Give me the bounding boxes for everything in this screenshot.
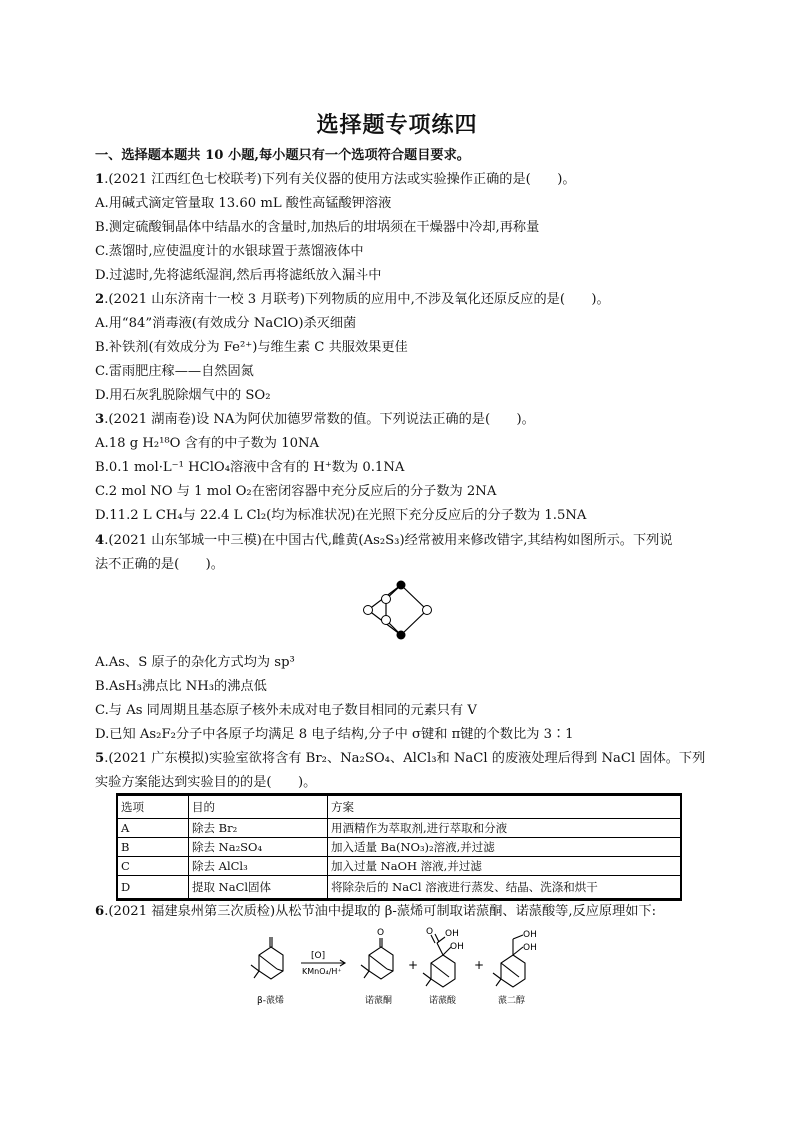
table-header-cell: 选项 [117,795,189,819]
question-2-option-b: B.补铁剂(有效成分为 Fe²⁺)与维生素 C 共服效果更佳 [95,340,408,355]
reagent-bottom: KMnO₄/H⁺ [302,967,342,976]
question-6-stem: 6.(2021 福建泉州第三次质检)从松节油中提取的 β-蒎烯可制取诺蒎酮、诺蒎酸等,反应原理如下: [95,904,657,919]
table-cell: 除去 AlCl₃ [189,857,328,876]
atom-oh-label: OH [523,930,537,940]
table-cell: 除去 Na₂SO₄ [189,838,328,857]
question-2-option-a: A.用“84”消毒液(有效成分 NaClO)杀灭细菌 [95,316,357,331]
question-4-stem-cont: 法不正确的是( )。 [95,557,224,572]
question-2-stem: 2.(2021 山东济南十一校 3 月联考)下列物质的应用中,不涉及氧化还原反应的是( )。 [95,292,610,307]
pinene-reaction-scheme [245,925,555,1010]
table-cell: A [117,819,189,838]
question-3-option-a: A.18 g H₂¹⁸O 含有的中子数为 10NA [95,436,320,451]
question-4-option-c: C.与 As 同周期且基态原子核外未成对电子数目相同的元素只有 V [95,703,477,718]
table-header-cell: 目的 [189,795,328,819]
table-row [117,857,681,876]
question-1-option-d: D.过滤时,先将滤纸湿润,然后再将滤纸放入漏斗中 [95,268,382,283]
table-cell: 用酒精作为萃取剂,进行萃取和分液 [328,819,682,838]
compound-label: β-蒎烯 [257,996,284,1006]
table-cell: C [117,857,189,876]
question-1-option-b: B.测定硫酸铜晶体中结晶水的含量时,加热后的坩埚须在干燥器中冷却,再称量 [95,220,540,235]
plus-sign: + [408,958,419,972]
table-cell: 将除杂后的 NaCl 溶液进行蒸发、结晶、洗涤和烘干 [328,876,682,900]
table-cell: D [117,876,189,900]
atom-oh-label: OH [523,943,537,953]
question-1-option-c: C.蒸馏时,应使温度计的水银球置于蒸馏液体中 [95,244,364,259]
realgar-structure-diagram [355,575,445,645]
atom-oh-label: OH [450,942,464,952]
table-cell: 提取 NaCl固体 [189,876,328,900]
table-cell: 加入过量 NaOH 溶液,并过滤 [328,857,682,876]
table-row [117,876,681,900]
table-row [117,819,681,838]
table-header-row [117,795,681,819]
table-header-cell: 方案 [328,795,682,819]
question-2-option-d: D.用石灰乳脱除烟气中的 SO₂ [95,388,271,403]
atom-oh-label: OH [445,929,459,939]
atom-o-label: O [377,928,385,938]
question-4-option-b: B.AsH₃沸点比 NH₃的沸点低 [95,679,267,694]
question-2-option-c: C.雷雨肥庄稼——自然固氮 [95,364,254,379]
page-title: 选择题专项练四 [316,112,478,138]
question-3-option-c: C.2 mol NO 与 1 mol O₂在密闭容器中充分反应后的分子数为 2NA [95,484,497,499]
plus-sign: + [474,958,485,972]
question-5-stem-cont: 实验方案能达到实验目的的是( )。 [95,775,317,790]
table-cell: 加入适量 Ba(NO₃)₂溶液,并过滤 [328,838,682,857]
question-1-stem: 1.(2021 江西红色七校联考)下列有关仪器的使用方法或实验操作正确的是( )。 [95,172,576,187]
table-cell: 除去 Br₂ [189,819,328,838]
atom-o-label: O [426,927,434,937]
table-row [117,838,681,857]
question-4-option-a: A.As、S 原子的杂化方式均为 sp³ [95,655,295,670]
section-header: 一、选择题本题共 10 小题,每小题只有一个选项符合题目要求。 [95,148,470,163]
reagent-top: [O] [311,951,326,961]
compound-label: 蒎二醇 [498,996,526,1006]
compound-label: 诺蒎酮 [365,996,393,1006]
question-4-option-d: D.已知 As₂F₂分子中各原子均满足 8 电子结构,分子中 σ键和 π键的个数比为 3∶1 [95,727,574,742]
question-3-stem: 3.(2021 湖南卷)设 NA为阿伏加德罗常数的值。下列说法正确的是( )。 [95,412,535,427]
question-1-option-a: A.用碱式滴定管量取 13.60 mL 酸性高锰酸钾溶液 [95,196,392,211]
question-5-table [116,793,682,901]
question-3-option-d: D.11.2 L CH₄与 22.4 L Cl₂(均为标准状况)在光照下充分反应后的分子数为 1.5NA [95,508,587,523]
table-cell: B [117,838,189,857]
question-4-stem: 4.(2021 山东邹城一中三模)在中国古代,雌黄(As₂S₃)经常被用来修改错字,其结构如图所示。下列说 [95,533,673,548]
question-3-option-b: B.0.1 mol·L⁻¹ HClO₄溶液中含有的 H⁺数为 0.1NA [95,460,405,475]
question-5-stem: 5.(2021 广东模拟)实验室欲将含有 Br₂、Na₂SO₄、AlCl₃和 NaCl 的废液处理后得到 NaCl 固体。下列 [95,751,706,766]
compound-label: 诺蒎酸 [429,996,457,1006]
